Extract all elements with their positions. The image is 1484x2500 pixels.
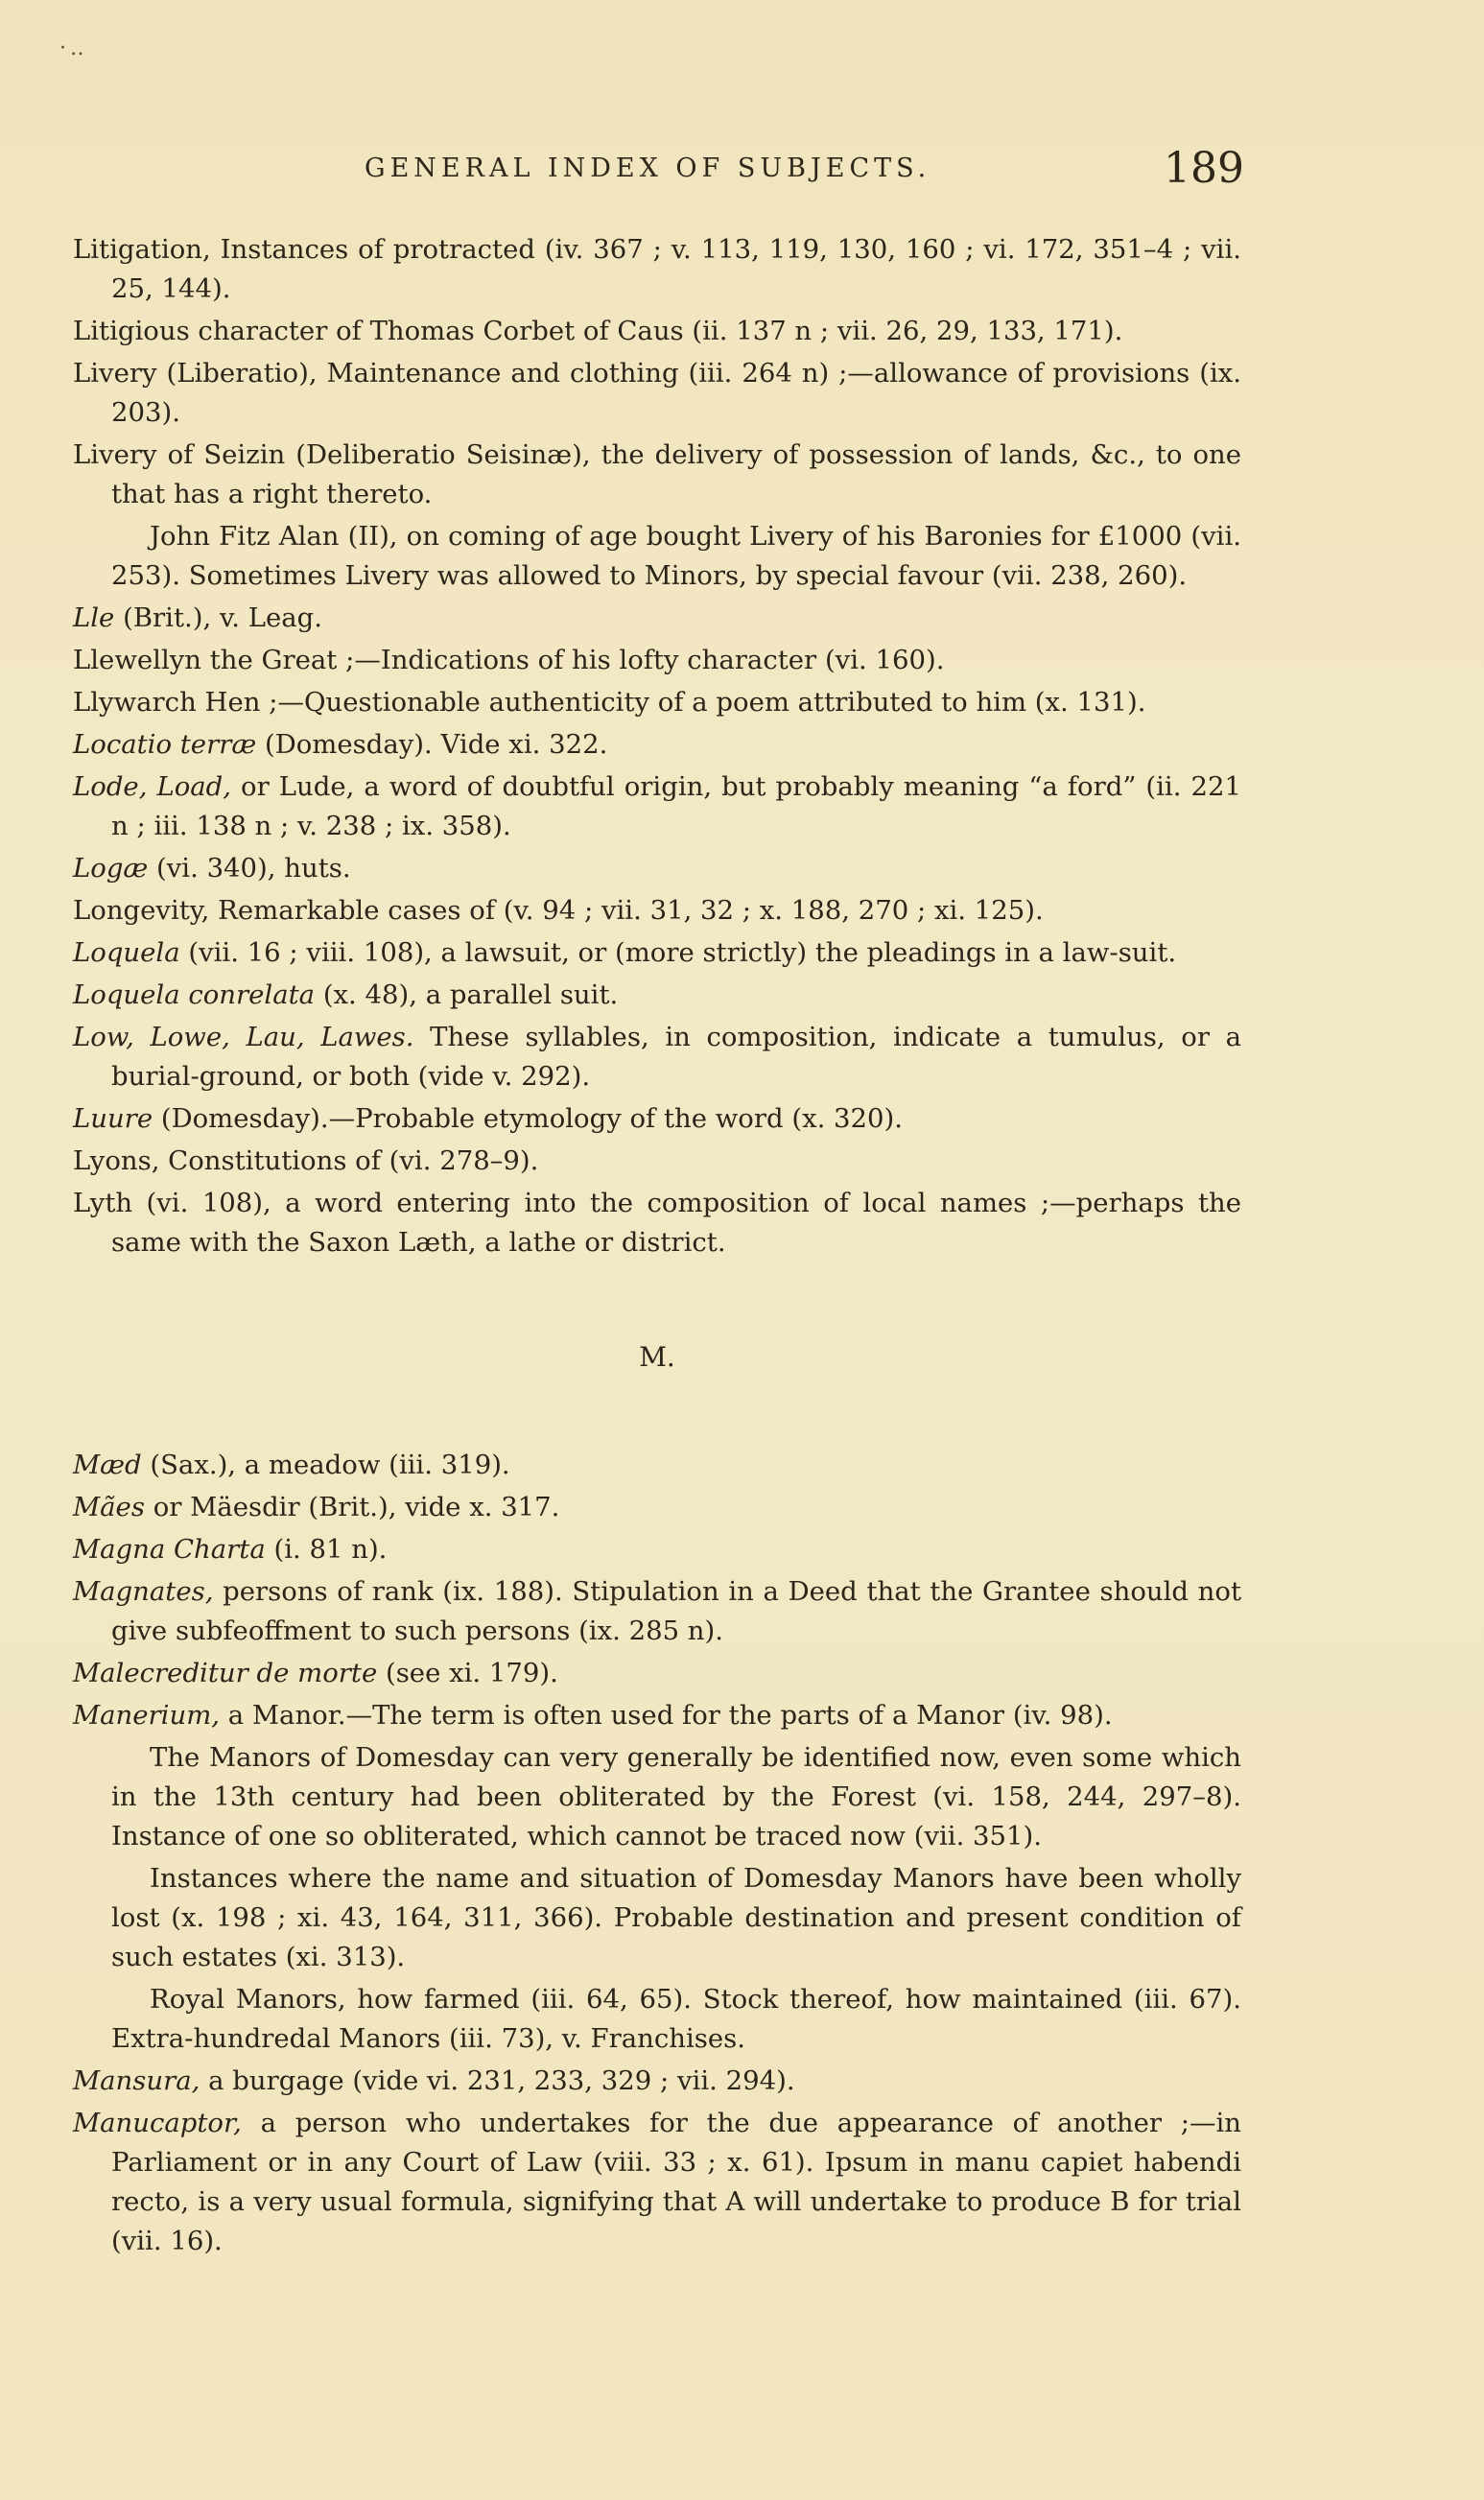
index-entry: Lyons, Constitutions of (vi. 278–9). — [73, 1145, 539, 1176]
index-subparagraph: Royal Manors, how farmed (iii. 64, 65). Stock thereof, how maintained (iii. 67). Extra-hundredal Manors (iii. 73), v. Franchises. — [111, 1984, 1241, 2054]
index-entry: Livery of Seizin (Deliberatio Seisinæ), the delivery of possession of lands, &c., to one that has a right thereto. — [73, 439, 1241, 509]
index-entry: Logæ (vi. 340), huts. — [73, 853, 351, 884]
index-entry: Llywarch Hen ;—Questionable authenticity of a poem attributed to him (x. 131). — [73, 687, 1146, 718]
index-entry: Magnates, persons of rank (ix. 188). Stipulation in a Deed that the Grantee should not give subfeoffment to such persons (ix. 285 n). — [73, 1576, 1241, 1646]
page-number: 189 — [1164, 144, 1244, 193]
index-entry: Luure (Domesday).—Probable etymology of the word (x. 320). — [73, 1103, 904, 1134]
index-entry: Magna Charta (i. 81 n). — [73, 1534, 388, 1565]
index-content — [73, 230, 1241, 2264]
index-entry: Manucaptor, a person who undertakes for the due appearance of another ;—in Parliament or in any Court of Law (viii. 33 ; x. 61). Ipsum in manu capiet habendi recto, is a very usual formula, signifying that A will undertake to produce B for trial (vii. 16). — [73, 2108, 1241, 2256]
section-l — [73, 230, 1241, 1262]
index-entry: Loquela conrelata (x. 48), a parallel suit. — [73, 979, 619, 1010]
index-entry: Lle (Brit.), v. Leag. — [73, 602, 323, 633]
index-entry: Llewellyn the Great ;—Indications of his lofty character (vi. 160). — [73, 645, 945, 675]
index-entry: Mães or Mäesdir (Brit.), vide x. 317. — [73, 1492, 560, 1522]
index-entry: Litigation, Instances of protracted (iv. 367 ; v. 113, 119, 130, 160 ; vi. 172, 351–4 ; vii. 25, 144). — [73, 234, 1241, 304]
index-subparagraph: The Manors of Domesday can very generally be identified now, even some which in the 13th century had been obliterated by the Forest (vi. 158, 244, 297–8). Instance of one so obliterated, which cannot be traced now (vii. 351). — [111, 1742, 1241, 1851]
index-entry: Mæd (Sax.), a meadow (iii. 319). — [73, 1450, 510, 1480]
page-marks: ·‥ — [59, 36, 88, 60]
index-entry: Longevity, Remarkable cases of (v. 94 ; vii. 31, 32 ; x. 188, 270 ; xi. 125). — [73, 895, 1044, 926]
index-entry: Low, Lowe, Lau, Lawes. These syllables, in composition, indicate a tumulus, or a burial-ground, or both (vide v. 292). — [73, 1022, 1241, 1092]
index-entry: Malecreditur de morte (see xi. 179). — [73, 1658, 558, 1688]
running-title: GENERAL INDEX OF SUBJECTS. — [365, 153, 931, 183]
index-entry: Lyth (vi. 108), a word entering into the composition of local names ;—perhaps the same with the Saxon Læth, a lathe or district. — [73, 1188, 1241, 1258]
letter-heading: M. — [639, 1341, 675, 1373]
index-entry: Manerium, a Manor.—The term is often used for the parts of a Manor (iv. 98). — [73, 1700, 1113, 1731]
index-entry: Mansura, a burgage (vide vi. 231, 233, 329 ; vii. 294). — [73, 2065, 795, 2096]
index-subparagraph: Instances where the name and situation of Domesday Manors have been wholly lost (x. 198 ; xi. 43, 164, 311, 366). Probable destination and present condition of such estates (xi. 313). — [111, 1863, 1241, 1972]
index-entry: Livery (Liberatio), Maintenance and clothing (iii. 264 n) ;—allowance of provisions (ix. 203). — [73, 358, 1241, 428]
section-m — [73, 1446, 1241, 2261]
index-entry: Locatio terræ (Domesday). Vide xi. 322. — [73, 729, 608, 760]
index-entry: Litigious character of Thomas Corbet of Caus (ii. 137 n ; vii. 26, 29, 133, 171). — [73, 316, 1123, 346]
index-entry: Lode, Load, or Lude, a word of doubtful origin, but probably meaning “a ford” (ii. 221 n ; iii. 138 n ; v. 238 ; ix. 358). — [73, 771, 1241, 841]
index-entry: Loquela (vii. 16 ; viii. 108), a lawsuit, or (more strictly) the pleadings in a law-suit. — [73, 937, 1177, 968]
index-subparagraph: John Fitz Alan (II), on coming of age bought Livery of his Baronies for £1000 (vii. 253). Sometimes Livery was allowed to Minors, by special favour (vii. 238, 260). — [111, 521, 1241, 591]
